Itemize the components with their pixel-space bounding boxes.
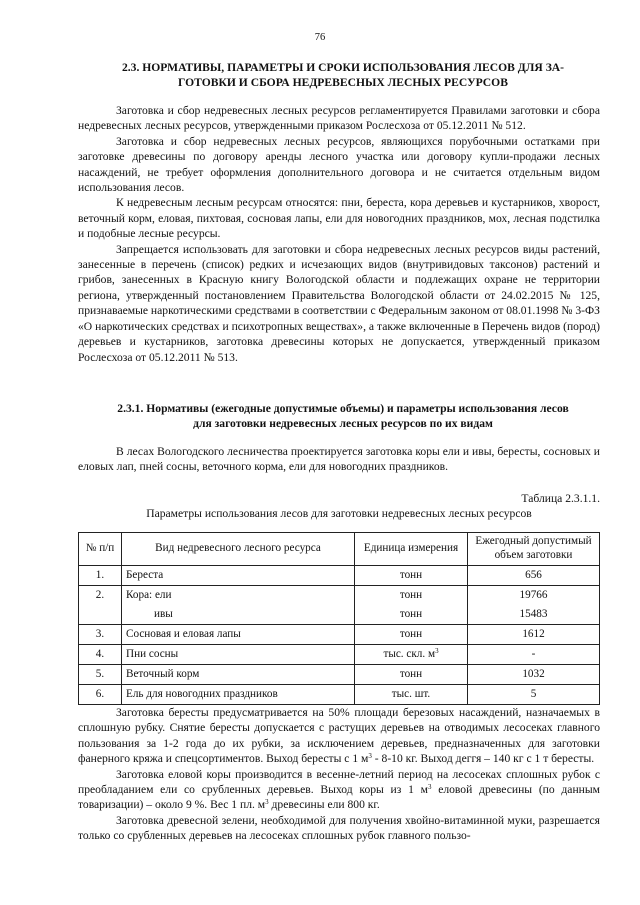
cell-unit: тонн <box>355 566 468 586</box>
cell-resource: Кора: ели <box>122 586 355 606</box>
table-row <box>79 625 600 645</box>
paragraph: Заготовка древесной зелени, необходимой для получения хвойно-витаминной муки, разрешается только со срубленных деревьев на лесосеках сплошных рубок главного пользо- <box>78 813 600 843</box>
cell-unit: тыс. шт. <box>355 685 468 705</box>
text-run: Заготовка еловой коры производится в весенне-летний период на лесосеках сплошных рубок с преобладанием ели со срубленных деревьев. Выход коры из 1 м <box>78 767 600 797</box>
table-row <box>79 605 600 625</box>
cell-volume: - <box>468 645 600 665</box>
paragraph <box>78 705 600 767</box>
cell-resource: ивы <box>122 605 355 625</box>
unit-text: тыс. скл. м <box>383 647 436 660</box>
cell-num: 1. <box>79 566 122 586</box>
cell-resource: Веточный корм <box>122 665 355 685</box>
paragraph <box>78 767 600 813</box>
table-row <box>79 645 600 665</box>
closing-text <box>78 705 600 844</box>
cell-resource: Ель для новогодних праздников <box>122 685 355 705</box>
subsection-heading-line-1: 2.3.1. Нормативы (ежегодные допустимые объемы) и параметры использования лесов <box>117 402 569 415</box>
cell-num: 5. <box>79 665 122 685</box>
cell-unit: тонн <box>355 625 468 645</box>
resources-table <box>78 532 600 705</box>
table-caption <box>78 491 600 522</box>
cell-volume: 656 <box>468 566 600 586</box>
table-number: Таблица 2.3.1.1. <box>521 492 600 505</box>
cell-volume: 1032 <box>468 665 600 685</box>
cell-num: 6. <box>79 685 122 705</box>
table-row <box>79 566 600 586</box>
superscript: 3 <box>368 752 372 761</box>
paragraph: Заготовка и сбор недревесных лесных ресурсов регламентируется Правилами заготовки и сбора недревесных лесных ресурсов, утвержденными приказом Рослесхоза от 05.12.2011 № 512. <box>78 104 600 133</box>
cell-unit: тонн <box>355 605 468 625</box>
table-header-row <box>79 533 600 566</box>
text-run: еловой древесины (по данным товаризации) – около 9 %. Вес 1 пл. м <box>78 783 600 812</box>
text-run: Заготовка бересты предусматривается на 50% площади березовых насаждений, назначаемых в сплошную рубку. Снятие бересты допускается с растущих деревьев на отводимых лесосеках главного пользования за 1-2 года до их рубки, за исключением деревьев, предназначенных для заготовки фанерного кряжа и спецсортиментов. Выход бересты с 1 м <box>78 706 600 766</box>
section-heading <box>78 60 608 91</box>
cell-resource: Береста <box>122 566 355 586</box>
text-run: - 8-10 кг. Выход деггя – 140 кг с 1 т бересты. <box>371 752 595 766</box>
table-row <box>79 685 600 705</box>
paragraph: К недревесным лесным ресурсам относятся: пни, береста, кора деревьев и кустарников, хворост, веточный корм, еловая, пихтовая, сосновая лапы, ели для новогодних праздников, мох, лесная подстилка и подобные лесные ресурсы. <box>78 196 600 241</box>
cell-unit <box>355 645 468 665</box>
cell-resource: Пни сосны <box>122 645 355 665</box>
header-resource: Вид недревесного лесного ресурса <box>122 533 355 566</box>
header-unit: Единица измерения <box>355 533 468 566</box>
paragraph: Запрещается использовать для заготовки и сбора недревесных лесных ресурсов виды растений, занесенные в перечень (список) редких и исчезающих видов (внутривидовых таксонов) растений и грибов, занесенных в Красную книгу Вологодской области и подлежащих охране не территории региона, утвержденный постановлением Правительства Вологодской области от 24.02.2015 № 125, признаваемые наркотическими средствами в соответствии с Федеральным законом от 08.01.1998 № 3-ФЗ «О наркотических средствах и психотропных веществах», а также включенные в Перечень видов (пород) деревьев и кустарников, заготовка древесины которых не допускается, утвержденный приказом Рослесхоза от 05.12.2011 № 513. <box>78 242 600 364</box>
header-num: № п/п <box>79 533 122 566</box>
cell-volume: 19766 <box>468 586 600 606</box>
cell-resource: Сосновая и еловая лапы <box>122 625 355 645</box>
table-title: Параметры использования лесов для заготовки недревесных лесных ресурсов <box>146 507 532 521</box>
intro-text <box>78 103 600 365</box>
unit-superscript: 3 <box>435 646 439 655</box>
paragraph: Заготовка и сбор недревесных лесных ресурсов, являющихся порубочными остатками при заготовке древесины по договору аренды лесного участка или договору купли-продажи лесных насаждений, не требует оформления дополнительного договора и не считается отдельным видом использования лесов. <box>78 134 600 195</box>
table-row <box>79 665 600 685</box>
cell-num: 3. <box>79 625 122 645</box>
cell-volume: 1612 <box>468 625 600 645</box>
cell-unit: тонн <box>355 665 468 685</box>
superscript: 3 <box>427 783 432 792</box>
section-heading-line-2: ГОТОВКИ И СБОРА НЕДРЕВЕСНЫХ ЛЕСНЫХ РЕСУРСОВ <box>178 76 508 90</box>
cell-num: 2. <box>79 586 122 606</box>
cell-num <box>79 605 122 625</box>
text-run: древесины ели 800 кг. <box>268 798 380 812</box>
table-row <box>79 586 600 606</box>
cell-num: 4. <box>79 645 122 665</box>
paragraph: В лесах Вологодского лесничества проектируется заготовка коры ели и ивы, бересты, сосновых и еловых лап, пней сосны, веточного корма, ели для новогодних праздников. <box>78 445 600 474</box>
subsection-heading-line-2: для заготовки недревесных лесных ресурсов по их видам <box>193 417 493 431</box>
subsection-text <box>78 444 600 475</box>
page-number: 76 <box>314 32 326 43</box>
superscript: 3 <box>265 798 269 807</box>
cell-unit: тонн <box>355 586 468 606</box>
subsection-heading <box>78 401 608 432</box>
cell-volume: 5 <box>468 685 600 705</box>
cell-volume: 15483 <box>468 605 600 625</box>
header-volume: Ежегодный допустимый объем заготовки <box>468 533 600 566</box>
section-heading-line-1: 2.3. НОРМАТИВЫ, ПАРАМЕТРЫ И СРОКИ ИСПОЛЬЗОВАНИЯ ЛЕСОВ ДЛЯ ЗА- <box>121 61 565 74</box>
